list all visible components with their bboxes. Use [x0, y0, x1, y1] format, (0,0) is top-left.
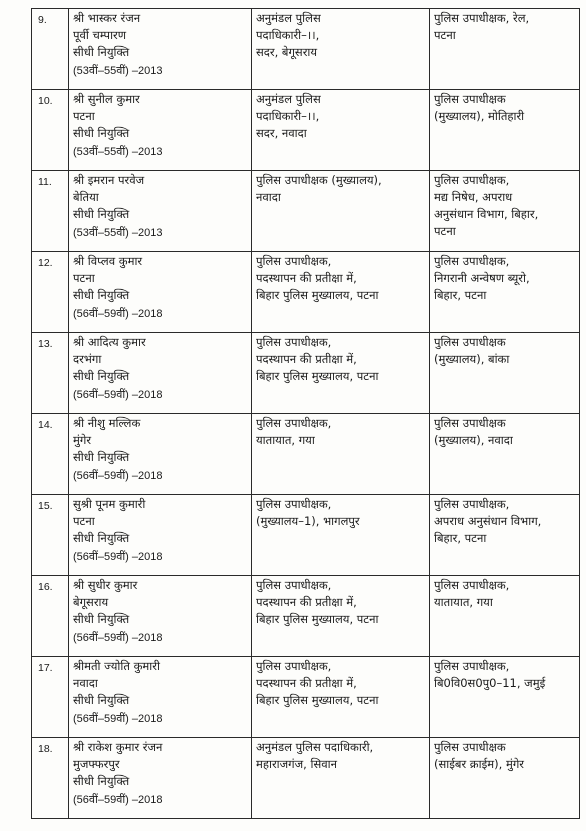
batch-year: (56वीं–59वीं) –2018 — [73, 470, 163, 482]
current-posting-line: पदाधिकारी–।।, — [256, 28, 320, 42]
current-posting-cell — [252, 576, 430, 657]
batch-year: (56वीं–59वीं) –2018 — [73, 308, 163, 320]
new-posting-line: पुलिस उपाधीक्षक, रेल, — [434, 11, 530, 25]
new-posting-line: पुलिस उपाधीक्षक — [434, 335, 506, 349]
new-posting-line: बिहार, पटना — [434, 531, 487, 545]
current-posting-line: सदर, बेगूसराय — [256, 45, 318, 59]
batch-year: (53वीं–55वीं) –2013 — [73, 146, 163, 158]
current-posting-line: पदाधिकारी–।।, — [256, 109, 320, 123]
new-posting-cell — [430, 252, 580, 333]
new-posting-line: पटना — [434, 28, 456, 42]
table-row — [32, 657, 580, 738]
new-posting-line: पुलिस उपाधीक्षक, — [434, 578, 510, 592]
current-posting-line: बिहार पुलिस मुख्यालय, पटना — [256, 612, 379, 626]
officer-cell — [69, 252, 252, 333]
new-posting-line: (मुख्यालय), नवादा — [434, 433, 513, 447]
new-posting-line: पुलिस उपाधीक्षक, — [434, 254, 510, 268]
batch-year: (56वीं–59वीं) –2018 — [73, 794, 163, 806]
home-district: दरभंगा — [73, 352, 102, 366]
serial-number-cell — [32, 252, 69, 333]
table-row — [32, 414, 580, 495]
new-posting-line: यातायात, गया — [434, 595, 493, 609]
officer-cell — [69, 90, 252, 171]
recruitment-type: सीधी नियुक्ति — [73, 288, 130, 302]
new-posting-cell — [430, 495, 580, 576]
table-row — [32, 738, 580, 819]
serial-number-cell — [32, 576, 69, 657]
home-district: बेतिया — [73, 190, 99, 204]
current-posting-line: पुलिस उपाधीक्षक (मुख्यालय), — [256, 173, 382, 187]
current-posting-line: बिहार पुलिस मुख्यालय, पटना — [256, 693, 379, 707]
home-district: पटना — [73, 271, 95, 285]
batch-year: (53वीं–55वीं) –2013 — [73, 227, 163, 239]
current-posting-cell — [252, 90, 430, 171]
current-posting-line: पदस्थापन की प्रतीक्षा में, — [256, 352, 357, 366]
current-posting-cell — [252, 414, 430, 495]
table-body — [32, 9, 580, 819]
officer-cell — [69, 495, 252, 576]
current-posting-line: अनुमंडल पुलिस — [256, 11, 321, 25]
current-posting-cell — [252, 738, 430, 819]
current-posting-line: पुलिस उपाधीक्षक, — [256, 497, 332, 511]
new-posting-cell — [430, 738, 580, 819]
current-posting-line: बिहार पुलिस मुख्यालय, पटना — [256, 288, 379, 302]
current-posting-cell — [252, 495, 430, 576]
batch-year: (53वीं–55वीं) –2013 — [73, 65, 163, 77]
recruitment-type: सीधी नियुक्ति — [73, 612, 130, 626]
serial-number-cell — [32, 9, 69, 90]
current-posting-line: पदस्थापन की प्रतीक्षा में, — [256, 271, 357, 285]
officer-name: श्री सुनील कुमार — [73, 92, 140, 106]
current-posting-line: पुलिस उपाधीक्षक, — [256, 416, 332, 430]
table-row — [32, 333, 580, 414]
serial-number: 15. — [38, 500, 53, 512]
home-district: पूर्वी चम्पारण — [73, 28, 127, 42]
new-posting-cell — [430, 333, 580, 414]
new-posting-line: अनुसंधान विभाग, बिहार, — [434, 207, 539, 221]
current-posting-line: यातायात, गया — [256, 433, 315, 447]
officer-cell — [69, 9, 252, 90]
new-posting-line: मद्य निषेध, अपराध — [434, 190, 513, 204]
table-row — [32, 9, 580, 90]
officer-cell — [69, 333, 252, 414]
new-posting-line: पुलिस उपाधीक्षक, — [434, 659, 510, 673]
new-posting-line: पुलिस उपाधीक्षक, — [434, 497, 510, 511]
new-posting-cell — [430, 9, 580, 90]
officer-name: सुश्री पूनम कुमारी — [73, 497, 146, 511]
current-posting-line: महाराजगंज, सिवान — [256, 757, 338, 771]
home-district: पटना — [73, 514, 95, 528]
serial-number: 9. — [38, 14, 47, 26]
serial-number: 17. — [38, 662, 53, 674]
table-row — [32, 90, 580, 171]
table-row — [32, 252, 580, 333]
recruitment-type: सीधी नियुक्ति — [73, 207, 130, 221]
transfer-posting-table — [31, 8, 580, 819]
new-posting-cell — [430, 171, 580, 252]
recruitment-type: सीधी नियुक्ति — [73, 369, 130, 383]
serial-number-cell — [32, 495, 69, 576]
serial-number-cell — [32, 171, 69, 252]
current-posting-line: अनुमंडल पुलिस — [256, 92, 321, 106]
serial-number: 13. — [38, 338, 53, 350]
recruitment-type: सीधी नियुक्ति — [73, 693, 130, 707]
new-posting-line: निगरानी अन्वेषण ब्यूरो, — [434, 271, 530, 285]
home-district: नवादा — [73, 676, 98, 690]
officer-name: श्री सुधीर कुमार — [73, 578, 138, 592]
current-posting-line: पदस्थापन की प्रतीक्षा में, — [256, 595, 357, 609]
recruitment-type: सीधी नियुक्ति — [73, 450, 130, 464]
current-posting-line: अनुमंडल पुलिस पदाधिकारी, — [256, 740, 374, 754]
batch-year: (56वीं–59वीं) –2018 — [73, 713, 163, 725]
new-posting-line: पटना — [434, 224, 456, 238]
new-posting-line: अपराध अनुसंधान विभाग, — [434, 514, 542, 528]
home-district: पटना — [73, 109, 95, 123]
officer-cell — [69, 738, 252, 819]
recruitment-type: सीधी नियुक्ति — [73, 126, 130, 140]
serial-number-cell — [32, 414, 69, 495]
officer-name: श्री इमरान परवेज — [73, 173, 145, 187]
home-district: मुंगेर — [73, 433, 92, 447]
home-district: बेगूसराय — [73, 595, 109, 609]
serial-number: 16. — [38, 581, 53, 593]
serial-number-cell — [32, 90, 69, 171]
recruitment-type: सीधी नियुक्ति — [73, 45, 130, 59]
new-posting-line: (मुख्यालय), बांका — [434, 352, 510, 366]
home-district: मुजफ्फरपुर — [73, 757, 120, 771]
batch-year: (56वीं–59वीं) –2018 — [73, 551, 163, 563]
officer-name: श्री भास्कर रंजन — [73, 11, 141, 25]
serial-number: 11. — [38, 176, 52, 188]
current-posting-line: बिहार पुलिस मुख्यालय, पटना — [256, 369, 379, 383]
new-posting-cell — [430, 90, 580, 171]
current-posting-cell — [252, 9, 430, 90]
new-posting-line: बिहार, पटना — [434, 288, 487, 302]
new-posting-line: पुलिस उपाधीक्षक — [434, 416, 506, 430]
new-posting-line: पुलिस उपाधीक्षक — [434, 740, 506, 754]
new-posting-cell — [430, 657, 580, 738]
new-posting-line: (मुख्यालय), मोतिहारी — [434, 109, 525, 123]
serial-number: 18. — [38, 743, 53, 755]
serial-number-cell — [32, 657, 69, 738]
serial-number-cell — [32, 738, 69, 819]
new-posting-line: पुलिस उपाधीक्षक, — [434, 173, 510, 187]
officer-cell — [69, 657, 252, 738]
new-posting-cell — [430, 576, 580, 657]
current-posting-line: पदस्थापन की प्रतीक्षा में, — [256, 676, 357, 690]
officer-name: श्री नीशु मल्लिक — [73, 416, 141, 430]
new-posting-cell — [430, 414, 580, 495]
new-posting-line: बि0वि0स0पु0–11, जमुई — [434, 676, 546, 690]
current-posting-line: पुलिस उपाधीक्षक, — [256, 659, 332, 673]
officer-cell — [69, 171, 252, 252]
current-posting-cell — [252, 333, 430, 414]
current-posting-line: नवादा — [256, 190, 281, 204]
current-posting-line: पुलिस उपाधीक्षक, — [256, 335, 332, 349]
current-posting-cell — [252, 171, 430, 252]
serial-number: 10. — [38, 95, 53, 107]
serial-number: 14. — [38, 419, 53, 431]
current-posting-line: (मुख्यालय–1), भागलपुर — [256, 514, 360, 528]
officer-name: श्री राकेश कुमार रंजन — [73, 740, 163, 754]
current-posting-cell — [252, 252, 430, 333]
serial-number-cell — [32, 333, 69, 414]
officer-name: श्रीमती ज्योति कुमारी — [73, 659, 160, 673]
officer-name: श्री आदित्य कुमार — [73, 335, 146, 349]
current-posting-line: पुलिस उपाधीक्षक, — [256, 254, 332, 268]
recruitment-type: सीधी नियुक्ति — [73, 774, 130, 788]
table-row — [32, 495, 580, 576]
batch-year: (56वीं–59वीं) –2018 — [73, 632, 163, 644]
current-posting-cell — [252, 657, 430, 738]
batch-year: (56वीं–59वीं) –2018 — [73, 389, 163, 401]
officer-cell — [69, 576, 252, 657]
new-posting-line: पुलिस उपाधीक्षक — [434, 92, 506, 106]
officer-name: श्री विप्लव कुमार — [73, 254, 143, 268]
table-row — [32, 171, 580, 252]
serial-number: 12. — [38, 257, 53, 269]
current-posting-line: पुलिस उपाधीक्षक, — [256, 578, 332, 592]
recruitment-type: सीधी नियुक्ति — [73, 531, 130, 545]
current-posting-line: सदर, नवादा — [256, 126, 307, 140]
table-row — [32, 576, 580, 657]
new-posting-line: (साईबर क्राईम), मुंगेर — [434, 757, 524, 771]
officer-cell — [69, 414, 252, 495]
